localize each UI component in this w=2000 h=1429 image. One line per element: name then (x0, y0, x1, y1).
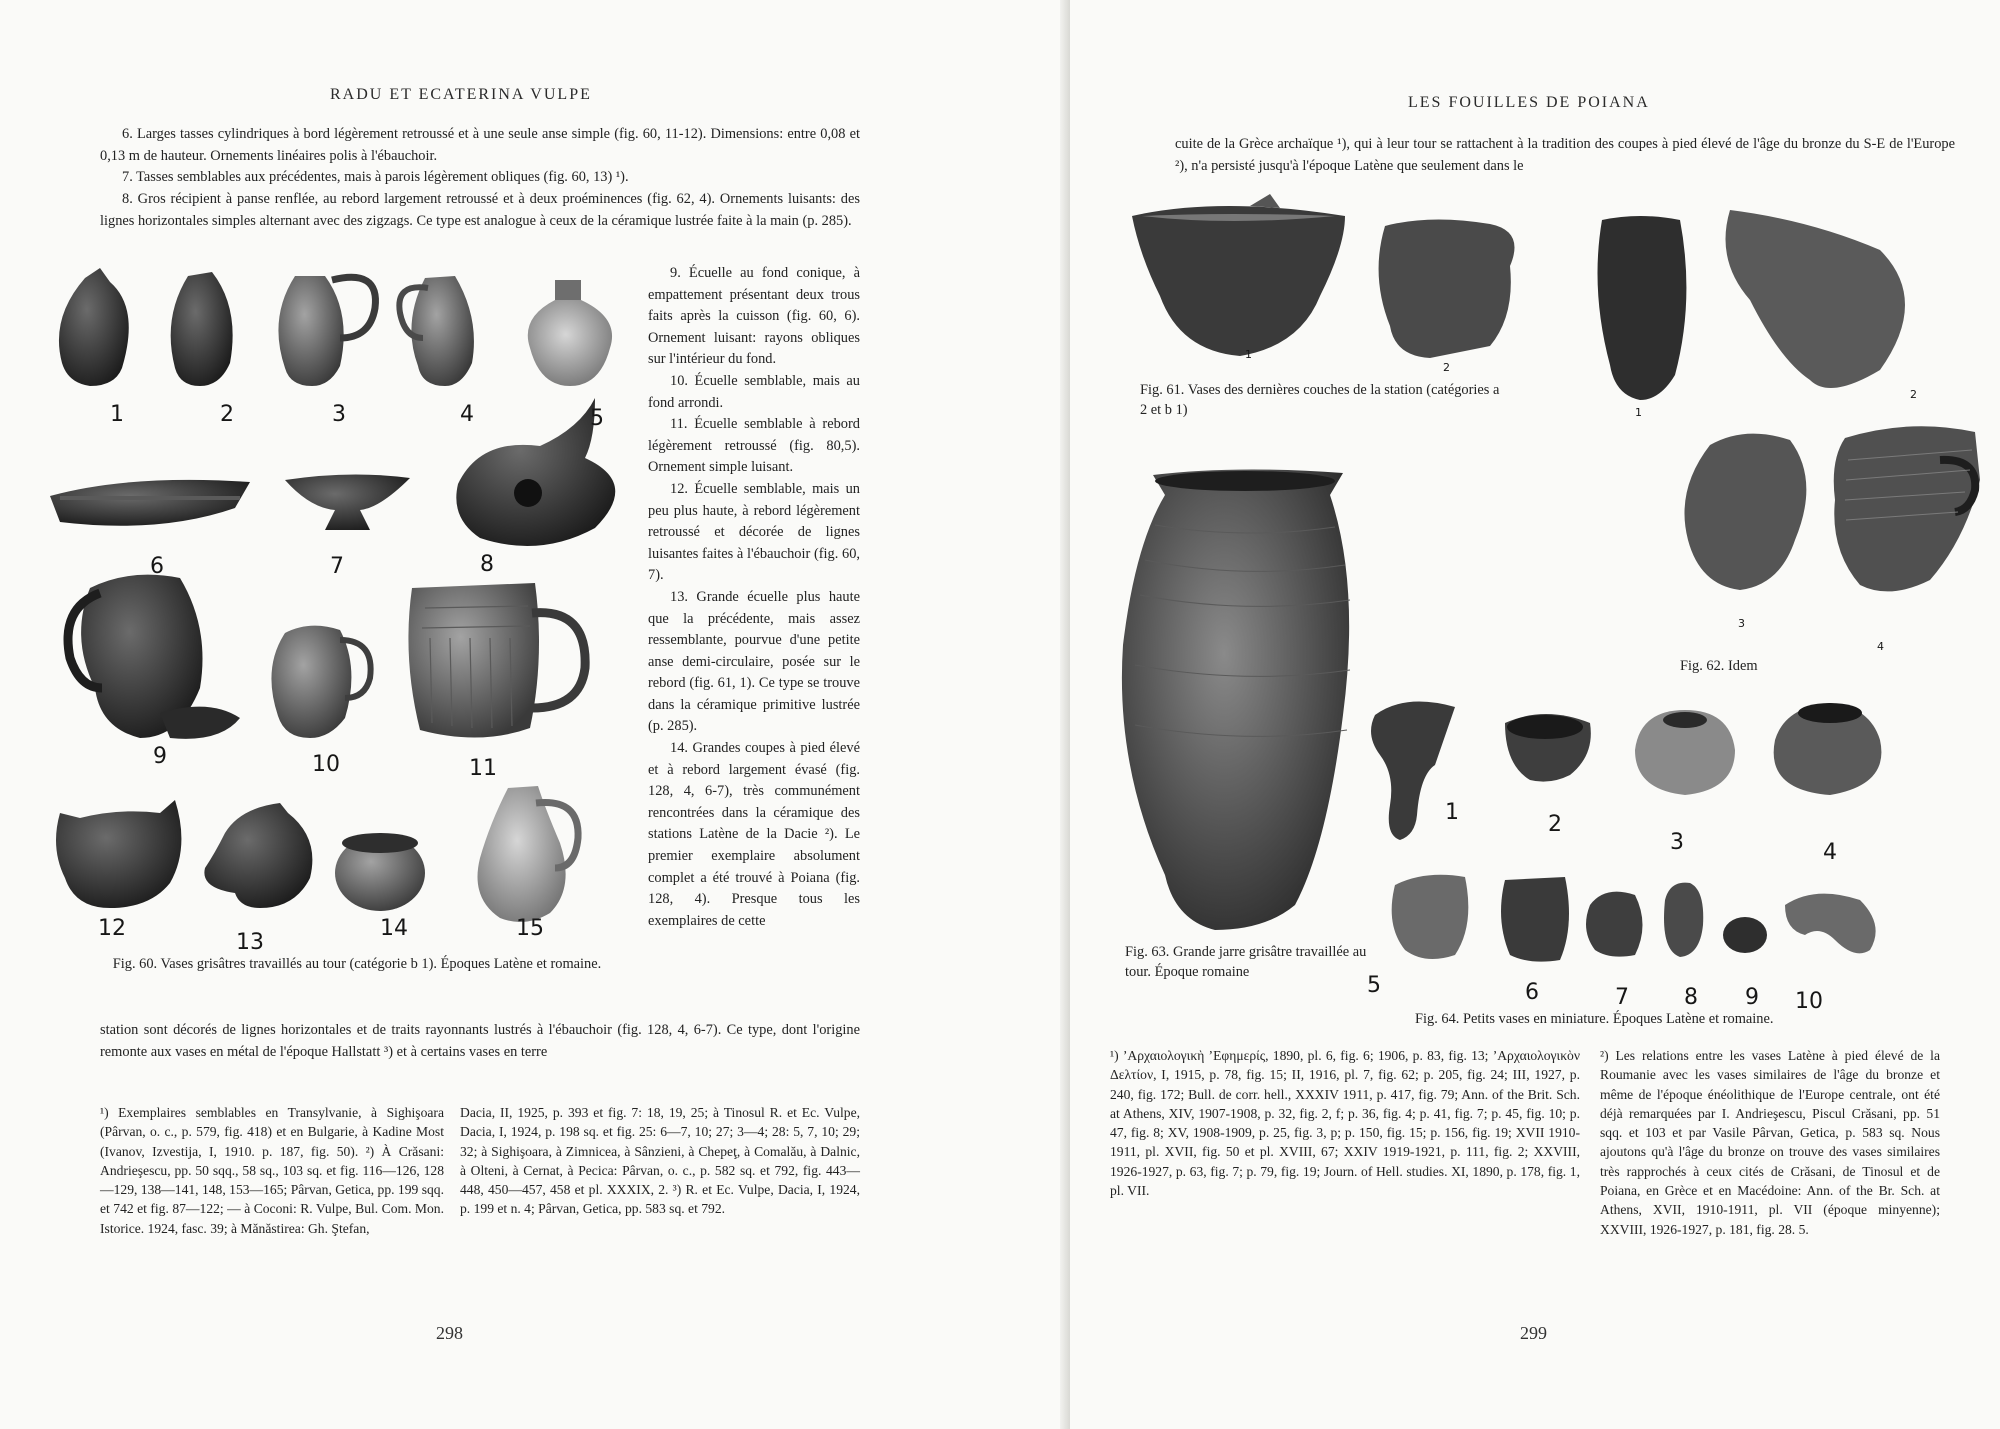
fig62-label-4: 4 (1877, 640, 1884, 653)
fig60-label-10: 10 (312, 752, 340, 777)
intro-paragraph: cuite de la Grèce archaïque ¹), qui à leur tour se rattachent à la tradition des coupes à pied élevé de l'âge du bronze du S-E de l'Europe ²), n'a persisté jusqu'à l'époque Latène que seulement dans le (1175, 136, 1955, 174)
vessel-10 (271, 626, 370, 738)
footnotes-col1: ¹) ʼΑρχαιολογικὴ ʼΕφημερίς, 1890, pl. 6, fig. 6; 1906, p. 83, fig. 13; ʼΑρχαιολογικὸν Δελτίον, I, 1915, p. 78, fig. 15; II, 1916, pl. 7, fig. 62; p. 205, fig. 24; III, 1927, p. 240, fig. 172; Bull. de corr. hell., XXXIV 1911, p. 417, fig. 79; Ann. of the Brit. Sch. at Athens, XIV, 1907-1908, p. 32, fig. 2, f; p. 36, fig. 4; p. 41, fig. 7; p. 45, fig. 10; p. 47, fig. 8; XV, 1908-1909, p. 25, fig. 3, p; p. 150, fig. 15; p. 156, fig. 19; XVII 1910-1911, pl. XVII, fig. 50 et pl. XVIII, 67; XXIV 1919-1921, p. 111, fig. 2; XXVIII, 1926-1927, p. 63, fig. 7; p. 79, fig. 19; Journ. of Hell. studies. XI, 1890, p. 178, fig. 1, pl. VII. (1110, 1048, 1580, 1199)
vessel-9 (68, 575, 240, 739)
catalogue-item: 9. Écuelle au fond conique, à empattement présentant deux trous faits après la cuisson (fig. 60, 6). Ornement luisant: rayons obliques sur l'intérieur du fond. (648, 265, 860, 368)
fig61-label-2: 2 (1443, 361, 1450, 374)
text-column (648, 263, 860, 932)
fig60-label-11: 11 (469, 756, 497, 781)
footnotes-col1: ¹) Exemplaires semblables en Transylvanie, à Sighişoara (Pârvan, o. c., p. 579, fig. 418) et en Bulgarie, à Kadine Most (Ivanov, Izvestija, I, 1910. p. 187, fig. 50). ²) À Crăsani: Andrieşescu, pp. 50 sqq., 58 sq., 103 sq. et fig. 116—126, 128—129, 138—141, 148, 153—165; Pârvan, Getica, pp. 199 sqq. et 742 et fig. 87—122; — à Coconi: R. Vulpe, Bul. Com. Mon. Istorice. 1924, fasc. 39; à Mănăstirea: Gh. Ştefan, (100, 1105, 444, 1236)
catalogue-item: 6. Larges tasses cylindriques à bord légèrement retroussé et à une seule anse simple (fig. 60, 11-12). Dimensions: entre 0,08 et 0,13 m de hauteur. Ornements linéaires polis à l'ébauchoir. (100, 126, 860, 164)
catalogue-item: 8. Gros récipient à panse renflée, au rebord largement retroussé et à deux proéminences (fig. 62, 4). Ornements luisants: des lignes horizontales simples alternant avec des zigzags. Ce type est analogue à ceux de la céramique lustrée faite à la main (p. 285). (100, 191, 860, 229)
vessel-13 (204, 803, 312, 908)
catalogue-item: 12. Écuelle semblable, mais un peu plus haute, à rebord légèrement retroussé et décorée de lignes luisantes faites à l'ébauchoir (fig. 60, 7). (648, 480, 860, 584)
catalogue-item: 10. Écuelle semblable, mais au fond arrondi. (648, 372, 860, 411)
fig61-vessels (1130, 186, 1530, 366)
vessel-4 (399, 276, 474, 386)
fig64-label-9: 9 (1745, 985, 1759, 1010)
fig63-jar (1105, 465, 1375, 935)
fig64-caption: Fig. 64. Petits vases en miniature. Époques Latène et romaine. (1415, 1011, 1774, 1027)
fig60-label-9: 9 (153, 744, 167, 769)
fig60-label-8: 8 (480, 552, 494, 577)
footnotes-col2: Dacia, II, 1925, p. 393 et fig. 7: 18, 19, 25; à Tinosul R. et Ec. Vulpe, Dacia, I, 1924, p. 198 sq. et fig. 25: 6—7, 10; 27; 3—4; 28: 5, 7, 10; 29; 32; à Sighişoara, à Zimnicea, à Sânzieni, à Chepeţ, à Comalău, à Dalnic, à Olteni, à Cernat, à Pecica: Pârvan, o. c., p. 582 sq. et 792, fig. 443—448, 450—457, 458 et pl. XXXIX, 2. ³) R. et Ec. Vulpe, Dacia, I, 1924, p. 199 et n. 4; Pârvan, Getica, pp. 583 sq. et 792. (460, 1105, 860, 1217)
fig63-plate (1105, 465, 1375, 935)
fig60-label-13: 13 (236, 930, 264, 955)
right-page (1070, 0, 2000, 1429)
fig60-label-1: 1 (110, 402, 124, 427)
vessel-12 (56, 800, 181, 908)
fig62-caption: Fig. 62. Idem (1680, 658, 1758, 674)
vessel-5 (528, 280, 612, 386)
fig60-label-15: 15 (516, 916, 544, 941)
fig61-plate (1130, 186, 1530, 374)
page-number: 298 (436, 1323, 463, 1343)
fig64-label-4: 4 (1823, 840, 1837, 865)
fig62-label-3: 3 (1738, 617, 1745, 630)
fig64-label-5: 5 (1367, 973, 1381, 998)
fig60-label-3: 3 (332, 402, 346, 427)
vessel-11 (408, 583, 585, 738)
vessel-14 (335, 833, 425, 911)
fig61-caption: Fig. 61. Vases des dernières couches de la station (catégories a 2 et b 1) (1140, 382, 1500, 418)
running-head: LES FOUILLES DE POIANA (1408, 94, 1650, 111)
fig61-label-1: 1 (1245, 348, 1252, 361)
fig64-label-10: 10 (1795, 989, 1823, 1014)
vessel-2 (171, 272, 233, 386)
fig62-label-1: 1 (1635, 406, 1642, 419)
vessel-6 (50, 480, 250, 526)
vessel-3 (278, 276, 375, 386)
fig62-vessels (1580, 200, 1980, 650)
fig64-label-3: 3 (1670, 830, 1684, 855)
fig60-caption: Fig. 60. Vases grisâtres travaillés au tour (catégorie b 1). Époques Latène et romaine. (112, 956, 602, 972)
fig64-label-1: 1 (1445, 800, 1459, 825)
fig62-plate (1580, 200, 1980, 653)
fig60-label-4: 4 (460, 402, 474, 427)
fig60-label-14: 14 (380, 916, 408, 941)
vessel-15 (478, 786, 579, 922)
fig64-plate (1365, 695, 1985, 1015)
fig64-label-7: 7 (1615, 985, 1629, 1010)
vessel-7 (285, 474, 410, 530)
fig60-label-2: 2 (220, 402, 234, 427)
catalogue-item: 14. Grandes coupes à pied élevé et à rebord largement évasé (fig. 128, 4, 6-7), très communément rencontrées dans la céramique des stations Latène de la Dacie ²). Le premier exemplaire absolument complet a été trouvé à Poiana (fig. 128, 4). Presque tous les exemplaires de cette (648, 740, 860, 929)
running-head: RADU ET ECATERINA VULPE (330, 86, 592, 103)
catalogue-item: 11. Écuelle semblable à rebord légèrement retroussé (fig. 80,5). Ornement simple luisant. (648, 416, 860, 476)
fig64-label-6: 6 (1525, 980, 1539, 1005)
fig60-label-5: 5 (590, 406, 604, 431)
fig60-label-6: 6 (150, 554, 164, 579)
fig63-caption: Fig. 63. Grande jarre grisâtre travaillée au tour. Époque romaine (1125, 944, 1367, 980)
fig64-label-2: 2 (1548, 812, 1562, 837)
continuation-paragraph: station sont décorés de lignes horizontales et de traits rayonnants lustrés à l'ébauchoir (fig. 128, 4, 6-7). Ce type, dont l'origine remonte aux vases en métal de l'époque Hallstatt ³) et à certains vases en terre (100, 1022, 860, 1060)
fig64-vessels (1365, 695, 1985, 1015)
fig60-label-7: 7 (330, 554, 344, 579)
fig64-label-8: 8 (1684, 985, 1698, 1010)
page-number: 299 (1520, 1323, 1547, 1343)
catalogue-item: 13. Grande écuelle plus haute que la précédente, mais assez ressemblante, pourvue d'une petite anse demi-circulaire, posée sur le rebord (fig. 61, 1). Ce type se trouve dans la céramique primitive lustrée (p. 285). (648, 588, 860, 735)
vessel-1 (59, 268, 129, 386)
fig60-vessels (40, 268, 648, 958)
footnotes-col2: ²) Les relations entre les vases Latène à pied élevé de la Roumanie avec les vases similaires de l'âge du bronze et même de l'époque énéolithique de l'Europe centrale, ont été déjà remarquées par I. Andrieşescu, Piscul Crăsani, pp. 51 sqq. et 103 et par Vasile Pârvan, Getica, p. 583 sq. Nous ajoutons qu'à l'âge du bronze on trouve des vases similaires très rapprochés à ceux cités de Crăsani, de Tinosul et de Poiana, en Grèce et en Macédoine: Ann. of the Br. Sch. at Athens, XVII, 1910-1911, pl. VII (époque minyenne); XXVIII, 1926-1927, p. 181, fig. 28. 5. (1600, 1048, 1940, 1237)
catalogue-item: 7. Tasses semblables aux précédentes, mais à parois légèrement obliques (fig. 60, 13) ¹). (122, 169, 629, 185)
fig60-plate (40, 268, 648, 958)
fig60-label-12: 12 (98, 916, 126, 941)
fig62-label-2: 2 (1910, 388, 1917, 401)
